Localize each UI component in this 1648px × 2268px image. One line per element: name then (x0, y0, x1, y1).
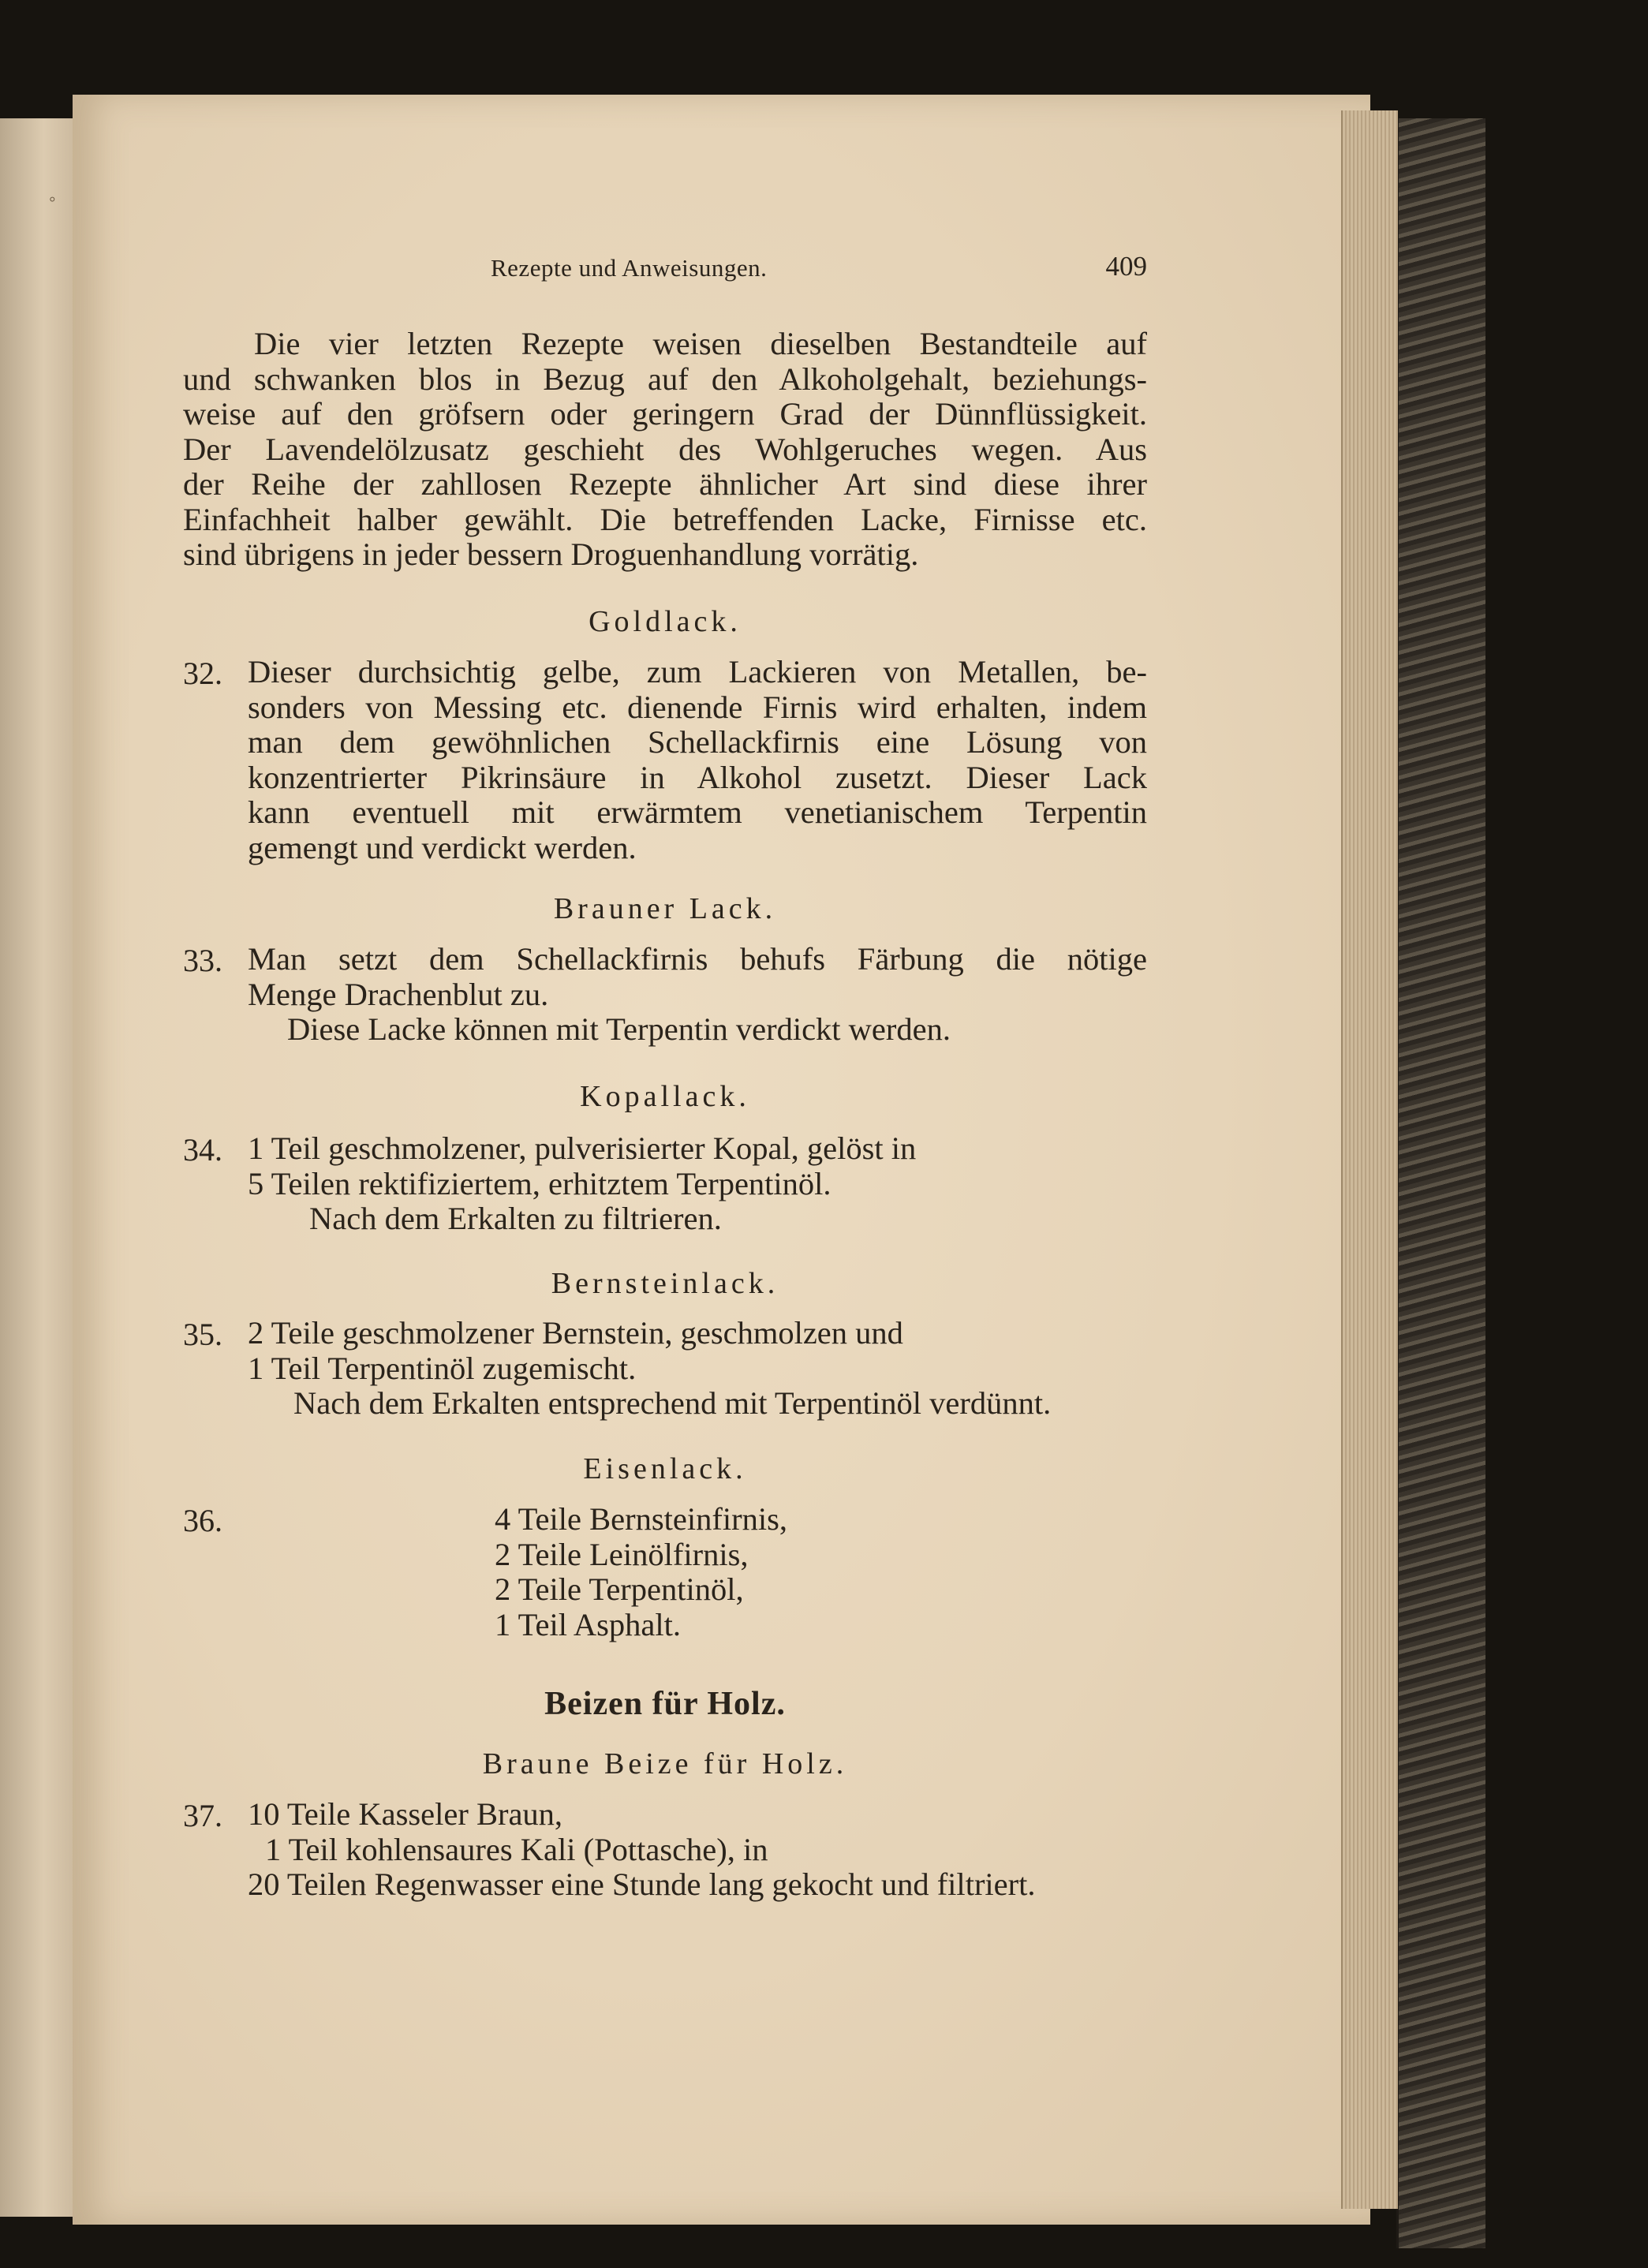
text-line: Nach dem Erkalten zu filtrieren. (309, 1201, 722, 1236)
recipe-text (248, 942, 1147, 1048)
text-line: weise auf den gröfsern oder geringern Grad der Dünnflüssigkeit. (183, 396, 1147, 432)
text-line: Einfachheit halber gewählt. Die betreffenden Lacke, Firnisse etc. (183, 501, 1147, 537)
text-line: Dieser durchsichtig gelbe, zum Lackieren von Metallen, be- (248, 654, 1147, 689)
text-line: Man setzt dem Schellackfirnis behufs Färbung die nötige (248, 941, 1147, 977)
recipe-text (248, 655, 1147, 865)
recipe-heading-goldlack: Goldlack. (589, 605, 742, 638)
binding-mark: ◦ (49, 189, 56, 210)
recipe-number: 34. (183, 1132, 222, 1168)
recipe-heading-bernsteinlack: Bernsteinlack. (551, 1267, 779, 1300)
recipe-text (248, 1131, 1037, 1237)
recipe-heading-eisenlack: Eisenlack. (583, 1452, 747, 1485)
text-line: 10 Teile Kasseler Braun, (248, 1796, 563, 1832)
text-line: konzentrierter Pikrinsäure in Alkohol zusetzt. Dieser Lack (248, 759, 1147, 795)
section-title: Beizen für Holz. (544, 1686, 786, 1722)
book-cover-edge (1396, 118, 1485, 2248)
text-line: der Reihe der zahllosen Rezepte ähnlicher Art sind diese ihrer (183, 466, 1147, 502)
text-line: 1 Teil geschmolzener, pulverisierter Kopal, gelöst in (248, 1130, 917, 1166)
text-line: Der Lavendelölzusatz geschieht des Wohlgeruches wegen. Aus (183, 431, 1147, 467)
recipe-text (248, 1316, 1147, 1422)
recipe-number: 32. (183, 656, 222, 691)
recipe-number: 35. (183, 1317, 222, 1352)
text-line: 1 Teil kohlensaures Kali (Pottasche), in (265, 1831, 768, 1867)
recipe-heading-brauner-lack: Brauner Lack. (553, 892, 777, 925)
text-line: gemengt und verdickt werden. (248, 829, 637, 865)
text-line: 2 Teile Terpentinöl, (495, 1571, 744, 1607)
text-line: 4 Teile Bernsteinfirnis, (495, 1501, 787, 1537)
text-line: Diese Lacke können mit Terpentin verdickt werden. (287, 1011, 951, 1047)
recipe-text (248, 1797, 1155, 1903)
text-line: 1 Teil Asphalt. (495, 1606, 682, 1642)
text-line: kann eventuell mit erwärmtem venetianischem Terpentin (248, 794, 1147, 830)
page-number: 409 (1105, 251, 1147, 282)
intro-paragraph (183, 327, 1147, 573)
text-line: 2 Teile Leinölfirnis, (495, 1536, 749, 1572)
text-line: sind übrigens in jeder bessern Droguenhandlung vorrätig. (183, 536, 919, 572)
running-header (183, 251, 1147, 286)
text-line: 1 Teil Terpentinöl zugemischt. (248, 1350, 637, 1386)
text-line: sonders von Messing etc. dienende Firnis wird erhalten, indem (248, 689, 1147, 725)
recipe-heading-braune-beize: Braune Beize für Holz. (482, 1747, 848, 1780)
recipe-heading-kopallack: Kopallack. (580, 1080, 750, 1113)
recipe-text (495, 1502, 1047, 1642)
text-line: man dem gewöhnlichen Schellackfirnis eine Lösung von (248, 724, 1147, 760)
text-line: 20 Teilen Regenwasser eine Stunde lang gekocht und filtriert. (248, 1866, 1036, 1902)
recipe-number: 37. (183, 1798, 222, 1833)
text-line: Die vier letzten Rezepte weisen dieselben Bestandteile auf (254, 326, 1147, 361)
text-line: 2 Teile geschmolzener Bernstein, geschmolzen und (248, 1315, 903, 1351)
running-title: Rezepte und Anweisungen. (491, 254, 768, 282)
page-block-edges (1341, 110, 1398, 2209)
text-line: und schwanken blos in Bezug auf den Alkoholgehalt, beziehungs- (183, 361, 1147, 397)
text-line: Menge Drachenblut zu. (248, 976, 549, 1012)
text-line: 5 Teilen rektifiziertem, erhitztem Terpentinöl. (248, 1165, 831, 1201)
facing-page-edge (0, 118, 74, 2217)
text-line: Nach dem Erkalten entsprechend mit Terpentinöl verdünnt. (293, 1385, 1052, 1421)
recipe-number: 33. (183, 943, 222, 978)
recipe-number: 36. (183, 1503, 222, 1538)
